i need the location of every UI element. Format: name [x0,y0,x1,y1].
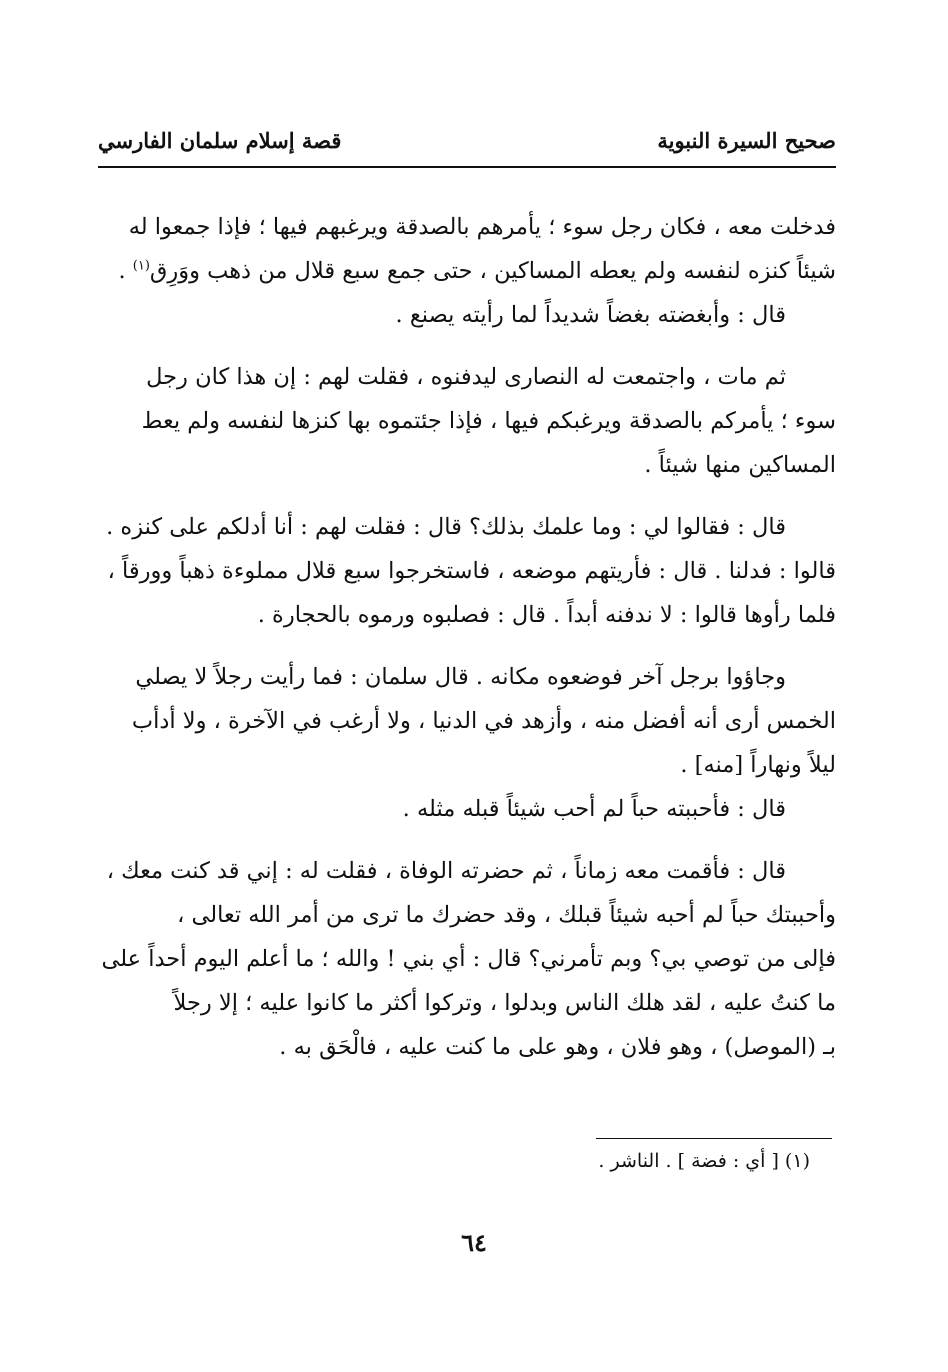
footnote-divider [596,1138,832,1139]
text-line: ليلاً ونهاراً [منه] . [680,752,836,778]
text-line: وجاؤوا برجل آخر فوضعوه مكانه . قال سلمان : فما رأيت رجلاً لا يصلي [135,664,786,690]
text-line: قالوا : فدلنا . قال : فأريتهم موضعه ، فاستخرجوا سبع قلال مملوءة ذهباً وورقاً ، [107,558,836,584]
text-line: فإلى من توصي بي؟ وبم تأمرني؟ قال : أي بني ! والله ؛ ما أعلم اليوم أحداً على [101,946,836,972]
running-header [98,118,836,162]
footnote: (١) [ أي : فضة ] . الناشر . [598,1150,810,1172]
text-line: قال : فأحببته حباً لم أحب شيئاً قبله مثله . [402,796,786,822]
text-line: بـ (الموصل) ، وهو فلان ، وهو على ما كنت عليه ، فالْحَق به . [279,1034,836,1060]
text-line-content: شيئاً كنزه لنفسه ولم يعطه المساكين ، حتى جمع سبع قلال من ذهب ووَرِق [149,258,836,284]
page-number: ٦٤ [461,1228,487,1257]
paragraph-gap [98,637,836,655]
main-text [98,205,836,1069]
text-line: قال : وأبغضته بغضاً شديداً لما رأيته يصنع . [395,302,786,328]
text-line-end: . [118,258,133,284]
text-line: فلما رأوها قالوا : لا ندفنه أبداً . قال : فصلبوه ورموه بالحجارة . [257,602,836,628]
text-line: ما كنتُ عليه ، لقد هلك الناس وبدلوا ، وتركوا أكثر ما كانوا عليه ؛ إلا رجلاً [173,990,836,1016]
text-line: وأحببتك حباً لم أحبه شيئاً قبلك ، وقد حضرك ما ترى من أمر الله تعالى ، [177,902,836,928]
text-line: فدخلت معه ، فكان رجل سوء ؛ يأمرهم بالصدقة ويرغبهم فيها ؛ فإذا جمعوا له [128,214,836,240]
header-book-title: صحيح السيرة النبوية [657,127,836,153]
paragraph-gap [98,487,836,505]
text-line: قال : فأقمت معه زماناً ، ثم حضرته الوفاة ، فقلت له : إني قد كنت معك ، [106,858,786,884]
text-line [98,249,836,293]
text-line: قال : فقالوا لي : وما علمك بذلك؟ قال : فقلت لهم : أنا أدلكم على كنزه . [106,514,786,540]
paragraph-gap [98,337,836,355]
text-line: سوء ؛ يأمركم بالصدقة ويرغبكم فيها ، فإذا جئتموه بها كنزها لنفسه ولم يعط [141,408,836,434]
paragraph-gap [98,831,836,849]
text-line: الخمس أرى أنه أفضل منه ، وأزهد في الدنيا ، ولا أرغب في الآخرة ، ولا أدأب [131,708,836,734]
header-chapter-title: قصة إسلام سلمان الفارسي [98,127,342,153]
text-line: المساكين منها شيئاً . [644,452,836,478]
footnote-marker: (١) [132,258,150,274]
header-divider [98,166,836,168]
text-line: ثم مات ، واجتمعت له النصارى ليدفنوه ، فقلت لهم : إن هذا كان رجل [146,364,786,390]
